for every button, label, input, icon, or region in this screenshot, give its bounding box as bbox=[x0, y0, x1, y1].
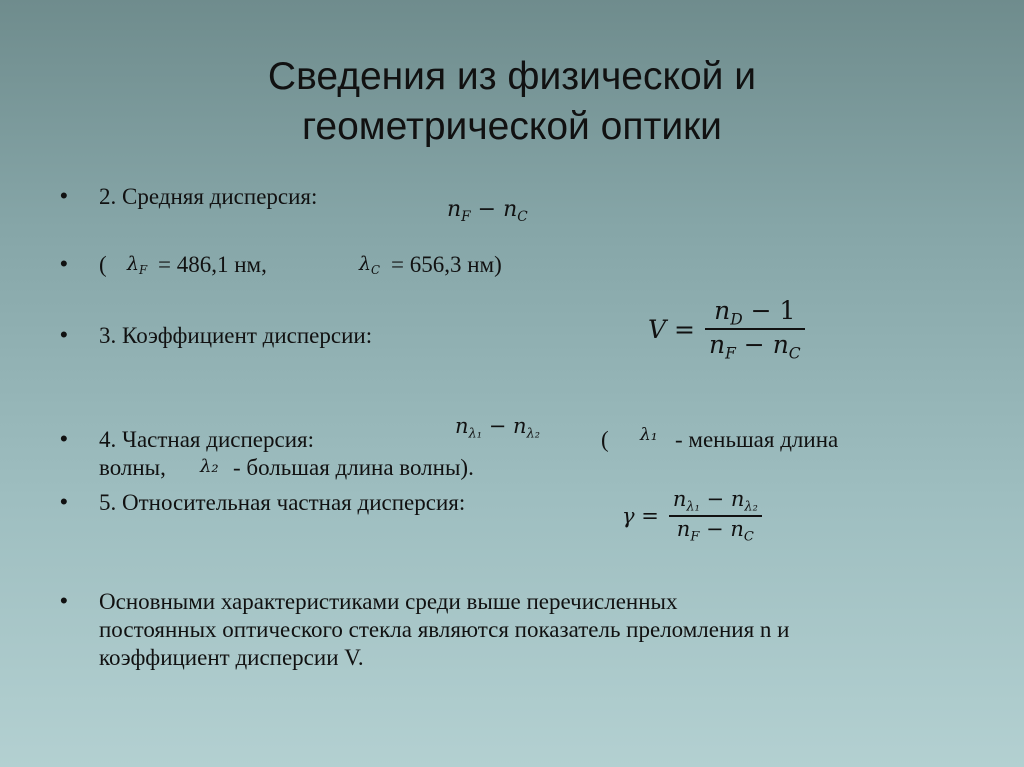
bullet-1: • bbox=[60, 183, 68, 208]
item-abbe-label: 3. Коэффициент дисперсии: bbox=[99, 323, 373, 348]
summary-line-1: Основными характеристиками среди выше перечисленных bbox=[99, 589, 678, 614]
bullet-6: • bbox=[60, 588, 68, 613]
formula-relative-partial-dispersion: γ = $\frac{n_{\lambda_1} - n_{\lambda_2}}{n_F - n_C}$ bbox=[622, 487, 762, 544]
item-relative-partial-label: 5. Относительная частная дисперсия: bbox=[99, 490, 466, 515]
lambda2-symbol: λ₂ bbox=[200, 456, 219, 477]
lambda1-description: - меньшая длина bbox=[675, 427, 839, 452]
bullet-4: • bbox=[60, 426, 68, 451]
formula-mean-dispersion: $n_F - n_C$ bbox=[447, 197, 528, 225]
item-partial-dispersion-label: 4. Частная дисперсия: bbox=[99, 427, 314, 452]
lambda-c-value: = 656,3 нм) bbox=[391, 252, 502, 277]
lambda2-description: - большая длина волны). bbox=[233, 455, 474, 480]
lambda-c-symbol: $\lambda_C$ bbox=[359, 253, 381, 278]
paren-open: ( bbox=[99, 252, 107, 277]
bullet-3: • bbox=[60, 322, 68, 347]
title-line-2: геометрической оптики bbox=[302, 105, 722, 148]
formula-partial-dispersion: $n_{\lambda_1} - n_{\lambda_2}$ bbox=[455, 414, 540, 442]
paren-open-2: ( bbox=[601, 427, 609, 452]
wave-word: волны, bbox=[99, 455, 166, 480]
item-mean-dispersion-label: 2. Средняя дисперсия: bbox=[99, 184, 318, 209]
formula-abbe-number: V = $\frac{n_D - 1}{n_F - n_C}$ bbox=[648, 296, 805, 363]
summary-line-3: коэффициент дисперсии V. bbox=[99, 645, 364, 670]
lambda-f-value: = 486,1 нм, bbox=[158, 252, 267, 277]
bullet-5: • bbox=[60, 489, 68, 514]
summary-line-2: постоянных оптического стекла являются показатель преломления n и bbox=[99, 617, 790, 642]
slide-title bbox=[0, 52, 1024, 152]
lambda-f-symbol: $\lambda_F$ bbox=[127, 253, 148, 278]
lambda1-symbol: λ₁ bbox=[640, 425, 658, 445]
title-line-1: Сведения из физической и bbox=[267, 55, 757, 98]
bullet-2: • bbox=[60, 251, 68, 276]
